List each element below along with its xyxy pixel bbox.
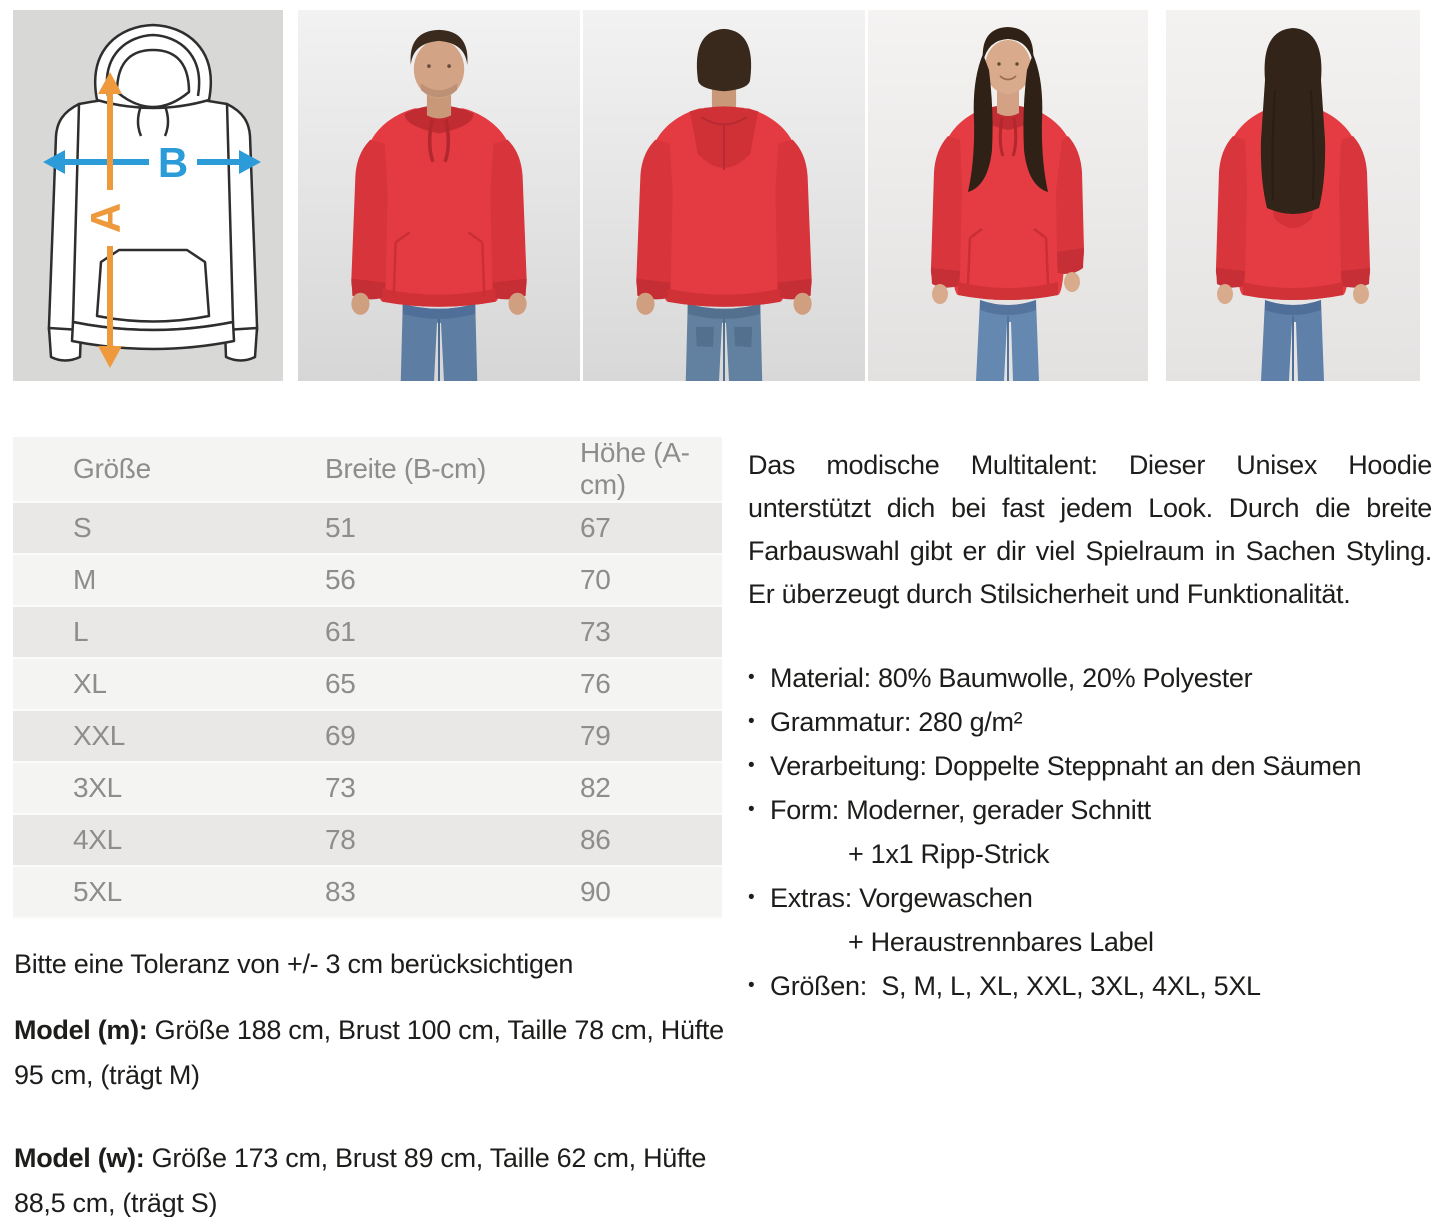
col-header-height: Höhe (A-cm) <box>580 437 690 500</box>
table-cell: 86 <box>580 824 611 855</box>
model-w-label: Model (w): <box>14 1143 145 1173</box>
feature-item <box>748 744 1432 788</box>
size-diagram-image[interactable] <box>13 10 283 381</box>
model-w-note <box>14 1136 730 1217</box>
table-row <box>13 554 722 606</box>
woman-front-red-hoodie-icon <box>868 10 1148 381</box>
feature-item <box>748 700 1432 744</box>
table-cell: 82 <box>580 772 611 803</box>
bullet-icon: • <box>748 799 755 820</box>
table-cell: 61 <box>325 616 356 647</box>
table-cell: S <box>73 512 92 543</box>
table-cell: 69 <box>325 720 356 751</box>
feature-text: Verarbeitung: Doppelte Steppnaht an den Säumen <box>770 751 1362 781</box>
bullet-icon: • <box>748 887 755 908</box>
table-row <box>13 710 722 762</box>
table-cell: 73 <box>580 616 611 647</box>
model-m-note <box>14 1008 730 1098</box>
table-row <box>13 762 722 814</box>
table-row <box>13 814 722 866</box>
table-cell: 83 <box>325 876 356 907</box>
table-cell: 65 <box>325 668 356 699</box>
feature-text: + 1x1 Ripp-Strick <box>848 839 1050 869</box>
table-row <box>13 658 722 710</box>
feature-item <box>748 656 1432 700</box>
model-m-label: Model (m): <box>14 1015 148 1045</box>
description-intro: Das modische Multitalent: Dieser Unisex Hoodie unterstützt dich bei fast jedem Look. Durch die breite Farbauswahl gibt er dir viel Spielraum in Sachen Styling. Er überzeugt durch Stilsicherheit und Funktionalität. <box>748 450 1432 609</box>
table-cell: 78 <box>325 824 356 855</box>
table-row <box>13 502 722 554</box>
feature-text: Extras: Vorgewaschen <box>770 883 1033 913</box>
feature-text: + Heraustrennbares Label <box>848 927 1154 957</box>
bullet-icon: • <box>748 755 755 776</box>
table-row <box>13 866 722 918</box>
table-cell: M <box>73 564 97 595</box>
table-cell: L <box>73 616 89 647</box>
table-cell: 3XL <box>73 772 122 803</box>
feature-text: Größen: S, M, L, XL, XXL, 3XL, 4XL, 5XL <box>770 971 1261 1001</box>
photo-woman-front[interactable] <box>868 10 1148 381</box>
col-header-size: Größe <box>73 453 151 484</box>
product-description <box>748 444 1432 1008</box>
man-back-red-hoodie-icon <box>583 10 865 381</box>
table-cell: 90 <box>580 876 611 907</box>
tolerance-note: Bitte eine Toleranz von +/- 3 cm berücksichtigen <box>14 949 574 979</box>
feature-list <box>748 656 1432 1008</box>
col-header-width: Breite (B-cm) <box>325 453 486 484</box>
table-cell: 73 <box>325 772 356 803</box>
table-cell: 56 <box>325 564 356 595</box>
table-cell: 76 <box>580 668 611 699</box>
feature-item <box>748 876 1432 920</box>
table-header-row <box>13 437 722 502</box>
bullet-icon: • <box>748 975 755 996</box>
table-cell: 70 <box>580 564 611 595</box>
size-table <box>13 437 722 919</box>
table-cell: 51 <box>325 512 356 543</box>
photo-woman-back[interactable] <box>1166 10 1420 381</box>
hoodie-measurement-diagram-icon <box>13 10 283 381</box>
feature-text: Form: Moderner, gerader Schnitt <box>770 795 1151 825</box>
table-cell: 5XL <box>73 876 122 907</box>
label-a: A <box>82 202 129 234</box>
photo-man-back[interactable] <box>583 10 865 381</box>
table-row <box>13 606 722 658</box>
feature-text: Material: 80% Baumwolle, 20% Polyester <box>770 663 1253 693</box>
model-m-text: Größe 188 cm, Brust 100 cm, Taille 78 cm, Hüfte 95 cm, (trägt M) <box>14 1015 724 1090</box>
label-b: B <box>157 139 189 186</box>
woman-back-red-hoodie-icon <box>1166 10 1420 381</box>
bullet-icon: • <box>748 667 755 688</box>
feature-text: Grammatur: 280 g/m² <box>770 707 1023 737</box>
size-table-body <box>13 502 722 918</box>
feature-item-continuation <box>748 832 1432 876</box>
feature-item <box>748 964 1432 1008</box>
table-cell: XL <box>73 668 107 699</box>
table-cell: 67 <box>580 512 611 543</box>
photo-man-front[interactable] <box>298 10 580 381</box>
feature-item-continuation <box>748 920 1432 964</box>
table-cell: XXL <box>73 720 126 751</box>
man-front-red-hoodie-icon <box>298 10 580 381</box>
bullet-icon: • <box>748 711 755 732</box>
table-cell: 4XL <box>73 824 122 855</box>
feature-item <box>748 788 1432 832</box>
model-w-text: Größe 173 cm, Brust 89 cm, Taille 62 cm, Hüfte 88,5 cm, (trägt S) <box>14 1143 707 1217</box>
table-cell: 79 <box>580 720 611 751</box>
